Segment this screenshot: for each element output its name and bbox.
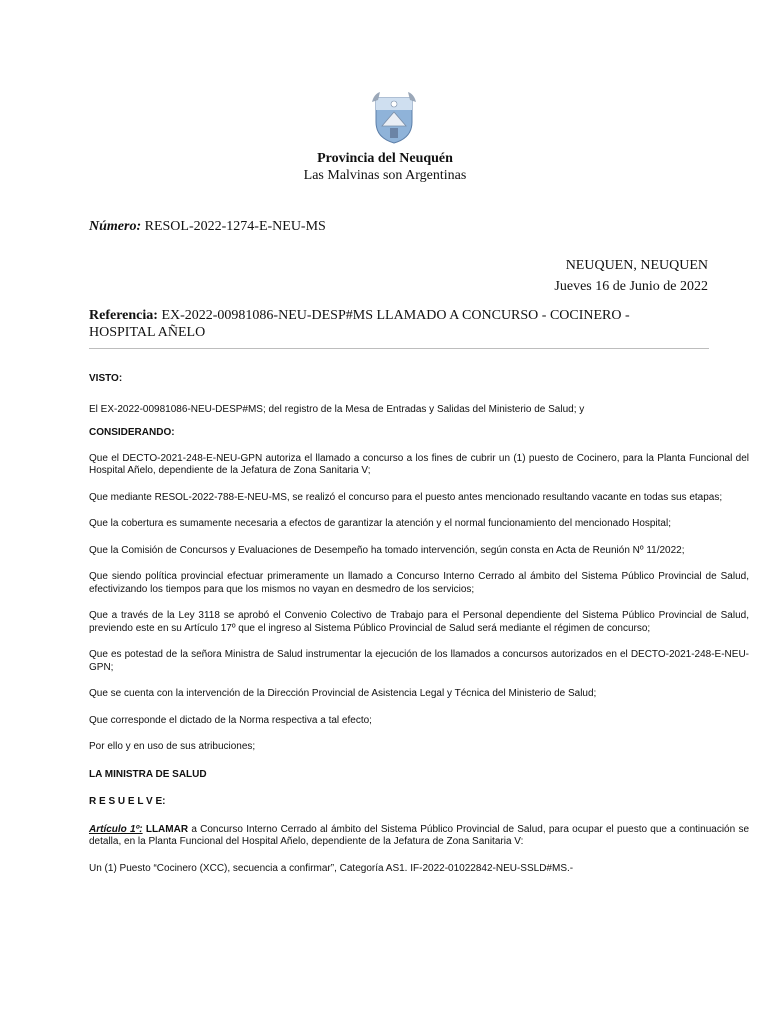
document-date: Jueves 16 de Junio de 2022 (554, 279, 708, 294)
reference-label: Referencia: (89, 308, 158, 323)
place-city: NEUQUEN, NEUQUEN (565, 258, 708, 273)
resolution-number-label: Número: (89, 219, 142, 234)
resolution-number-value: RESOL-2022-1274-E-NEU-MS (144, 219, 326, 234)
considerando-heading: CONSIDERANDO: (89, 427, 175, 438)
province-title: Provincia del Neuquén (317, 151, 453, 166)
articulo-1-text: a Concurso Interno Cerrado al ámbito del Sistema Público Provincial de Salud, para ocupar el puesto que a continuación se detalla, en la Planta Funcional del Hospital Añelo, dependiente de la Jefatura de Zona Sanitaria V: (89, 823, 749, 847)
ministra-heading: LA MINISTRA DE SALUD (89, 768, 207, 780)
document-body (89, 373, 749, 875)
considerando-paragraph: Que se cuenta con la intervención de la Dirección Provincial de Asistencia Legal y Técnica del Ministerio de Salud; (89, 688, 597, 699)
considerando-paragraph: Que mediante RESOL-2022-788-E-NEU-MS, se realizó el concurso para el puesto antes mencionado resultando vacante en todas sus etapas; (89, 491, 723, 503)
articulo-1-lead: LLAMAR (145, 823, 189, 835)
visto-text: El EX-2022-00981086-NEU-DESP#MS; del registro de la Mesa de Entradas y Salidas del Ministerio de Salud; y (89, 403, 585, 415)
header-divider (89, 348, 709, 349)
resuelve-heading: R E S U E L V E: (89, 796, 166, 807)
considerando-paragraph: Que la Comisión de Concursos y Evaluaciones de Desempeño ha tomado intervención, según consta en Acta de Reunión Nº 11/2022; (89, 544, 685, 556)
considerando-paragraph: Que corresponde el dictado de la Norma respectiva a tal efecto; (89, 714, 372, 726)
province-motto: Las Malvinas son Argentinas (303, 168, 467, 183)
articulo-1-title: Artículo 1º: (89, 823, 143, 835)
visto-heading: VISTO: (89, 373, 123, 384)
considerando-paragraph: Que es potestad de la señora Ministra de Salud instrumentar la ejecución de los llamados a concursos autorizados en el DECTO-2021-248-E-NEU-GPN; (89, 649, 749, 673)
puesto-line: Un (1) Puesto “Cocinero (XCC), secuencia a confirmar”, Categoría AS1. IF-2022-01022842-NEU-SSLD#MS.- (89, 862, 574, 874)
considerando-paragraph: Que a través de la Ley 3118 se aprobó el Convenio Colectivo de Trabajo para el Personal dependiente del Sistema Público Provincial de Salud, previendo este en su Artículo 17º que el ingreso al Sistema Público Provincial de Salud será mediante el régimen de concurso; (89, 610, 749, 634)
reference (89, 307, 699, 341)
place-date-block (554, 255, 708, 297)
reference-text: EX-2022-00981086-NEU-DESP#MS LLAMADO A CONCURSO - COCINERO - HOSPITAL AÑELO (89, 308, 630, 340)
considerando-paragraph: Que siendo política provincial efectuar primeramente un llamado a Concurso Interno Cerrado al ámbito del Sistema Público Provincial de Salud, efectivizando los tiempos para que los mismos no vayan en desmedro de los servicios; (89, 571, 749, 595)
considerando-paragraph: Por ello y en uso de sus atribuciones; (89, 741, 256, 752)
resolution-number (89, 219, 326, 235)
articulo-1 (89, 824, 749, 849)
considerando-paragraph: Que el DECTO-2021-248-E-NEU-GPN autoriza el llamado a concurso a los fines de cubrir un (1) puesto de Cocinero, para la Planta Funcional del Hospital Añelo, dependiente de la Jefatura de Zona Sanitaria V; (89, 452, 749, 476)
considerando-paragraph: Que la cobertura es sumamente necesaria a efectos de garantizar la atención y el normal funcionamiento del mencionado Hospital; (89, 518, 671, 529)
province-coat-of-arms (372, 92, 416, 144)
